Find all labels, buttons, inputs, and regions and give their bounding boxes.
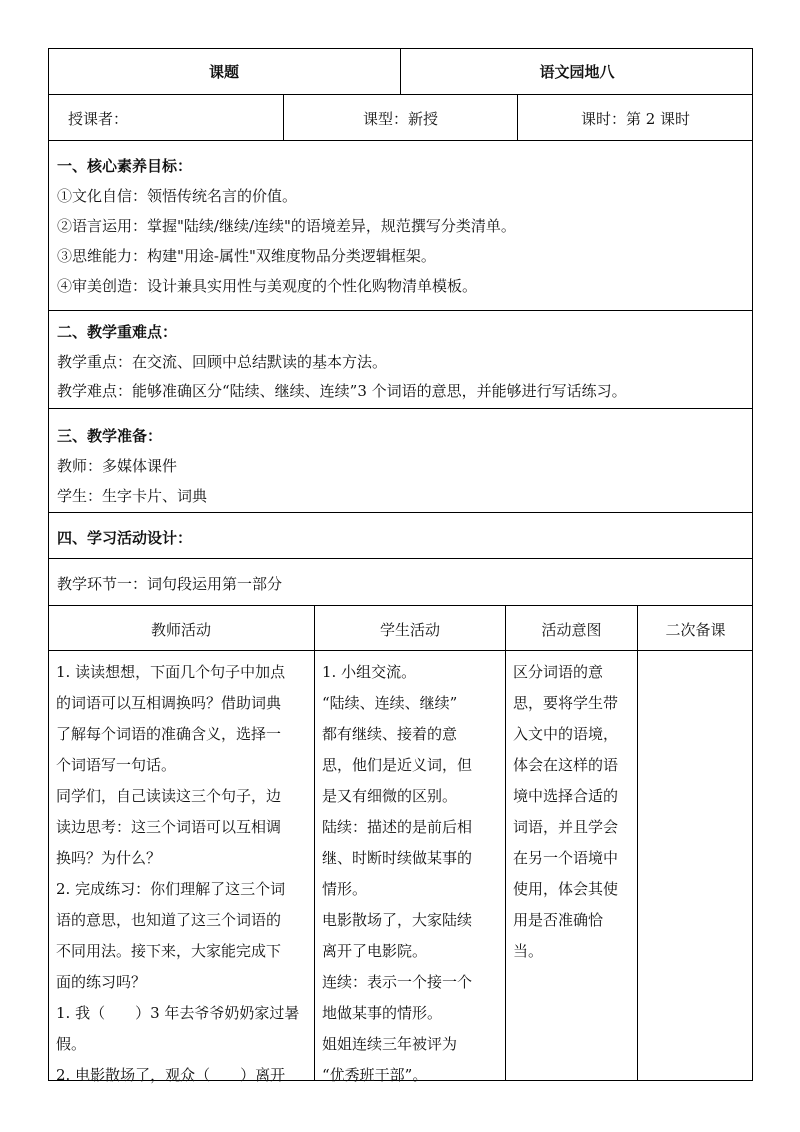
section-title-goals: 一、核心素养目标： — [57, 157, 193, 175]
goal-item: ③思维能力：构建"用途-属性"双维度物品分类逻辑框架。 — [57, 247, 436, 265]
column-divider — [637, 605, 638, 1080]
student-activity-line: 离开了电影院。 — [322, 942, 428, 960]
section-title-activities: 四、学习活动设计： — [57, 529, 193, 547]
activity-intent-line: 体会在这样的语 — [513, 756, 619, 774]
teacher-activity-line: 假。 — [56, 1035, 87, 1053]
teacher-activity-line: 换吗？为什么？ — [56, 849, 162, 867]
header-second-prep: 二次备课 — [665, 621, 726, 639]
row-divider — [48, 408, 753, 409]
teacher-activity-line: 2. 电影散场了，观众（ ）离开 — [56, 1066, 286, 1084]
goal-item: ①文化自信：领悟传统名言的价值。 — [57, 187, 298, 205]
section-title-key-points: 二、教学重难点： — [57, 323, 178, 341]
activity-intent-line: 使用，体会其使 — [513, 880, 619, 898]
teacher-activity-text — [56, 657, 308, 1091]
lesson-period: 课时：第 2 课时 — [580, 110, 691, 128]
stage-label: 教学环节一：词句段运用第一部分 — [57, 575, 283, 593]
row-divider — [48, 94, 753, 95]
activity-intent-text — [513, 657, 631, 967]
key-point-item: 教学重点：在交流、回顾中总结默读的基本方法。 — [57, 353, 388, 371]
row-divider — [48, 650, 753, 651]
teacher-activity-line: 2. 完成练习：你们理解了这三个词 — [56, 880, 286, 898]
teacher-activity-line: 同学们，自己读读这三个句子，边 — [56, 787, 282, 805]
student-activity-line: 思，他们是近义词，但 — [322, 756, 473, 774]
teacher-activity-line: 面的练习吗？ — [56, 973, 147, 991]
teacher-activity-line: 的词语可以互相调换吗？借助词典 — [56, 694, 282, 712]
topic-value: 语文园地八 — [539, 63, 615, 81]
row-divider — [48, 605, 753, 606]
column-divider — [505, 605, 506, 1080]
activity-intent-line: 当。 — [513, 942, 544, 960]
student-activity-line: 继、时断时续做某事的 — [322, 849, 473, 867]
section-title-preparation: 三、教学准备： — [57, 427, 163, 445]
student-activity-line: 地做某事的情形。 — [322, 1004, 443, 1022]
row-divider — [48, 558, 753, 559]
teacher-label: 授课者： — [68, 110, 129, 128]
activity-intent-line: 词语，并且学会 — [513, 818, 619, 836]
activity-intent-line: 思，要将学生带 — [513, 694, 619, 712]
teacher-activity-line: 个词语写一句话。 — [56, 756, 177, 774]
student-activity-line: “优秀班干部”。 — [322, 1066, 428, 1084]
goal-item: ②语言运用：掌握"陆续/继续/连续"的语境差异，规范撰写分类清单。 — [57, 217, 516, 235]
goal-item: ④审美创造：设计兼具实用性与美观度的个性化购物清单模板。 — [57, 277, 478, 295]
student-activity-text — [322, 657, 500, 1091]
student-activity-line: “陆续、连续、继续” — [322, 694, 458, 712]
activity-intent-line: 在另一个语境中 — [513, 849, 619, 867]
topic-label: 课题 — [208, 63, 239, 81]
row-divider — [48, 310, 753, 311]
teacher-activity-line: 语的意思，也知道了这三个词语的 — [56, 911, 282, 929]
student-activity-line: 姐姐连续三年被评为 — [322, 1035, 458, 1053]
row-divider — [48, 512, 753, 513]
header-activity-intent: 活动意图 — [541, 621, 602, 639]
teacher-activity-line: 不同用法。接下来，大家能完成下 — [56, 942, 282, 960]
activity-intent-line: 入文中的语境， — [513, 725, 619, 743]
teacher-activity-line: 了解每个词语的准确含义，选择一 — [56, 725, 282, 743]
lesson-type: 课型：新授 — [362, 110, 438, 128]
student-activity-line: 电影散场了，大家陆续 — [322, 911, 473, 929]
row-divider — [48, 140, 753, 141]
activity-intent-line: 用是否准确恰 — [513, 911, 604, 929]
preparation-item: 学生：生字卡片、词典 — [57, 487, 208, 505]
student-activity-line: 陆续：描述的是前后相 — [322, 818, 473, 836]
teacher-activity-line: 读边思考：这三个词语可以互相调 — [56, 818, 282, 836]
key-point-item: 教学难点：能够准确区分“陆续、继续、连续”3 个词语的意思，并能够进行写话练习。 — [57, 382, 627, 400]
column-divider — [314, 605, 315, 1080]
activity-intent-line: 境中选择合适的 — [513, 787, 619, 805]
activity-intent-line: 区分词语的意 — [513, 663, 604, 681]
student-activity-line: 连续：表示一个接一个 — [322, 973, 473, 991]
student-activity-line: 1. 小组交流。 — [322, 663, 417, 681]
student-activity-line: 都有继续、接着的意 — [322, 725, 458, 743]
header-student-activity: 学生活动 — [379, 621, 440, 639]
student-activity-line: 是又有细微的区别。 — [322, 787, 458, 805]
teacher-activity-line: 1. 我（ ）3 年去爷爷奶奶家过暑 — [56, 1004, 300, 1022]
student-activity-line: 情形。 — [322, 880, 368, 898]
teacher-activity-line: 1. 读读想想，下面几个句子中加点 — [56, 663, 286, 681]
header-teacher-activity: 教师活动 — [150, 621, 211, 639]
preparation-item: 教师：多媒体课件 — [57, 457, 178, 475]
